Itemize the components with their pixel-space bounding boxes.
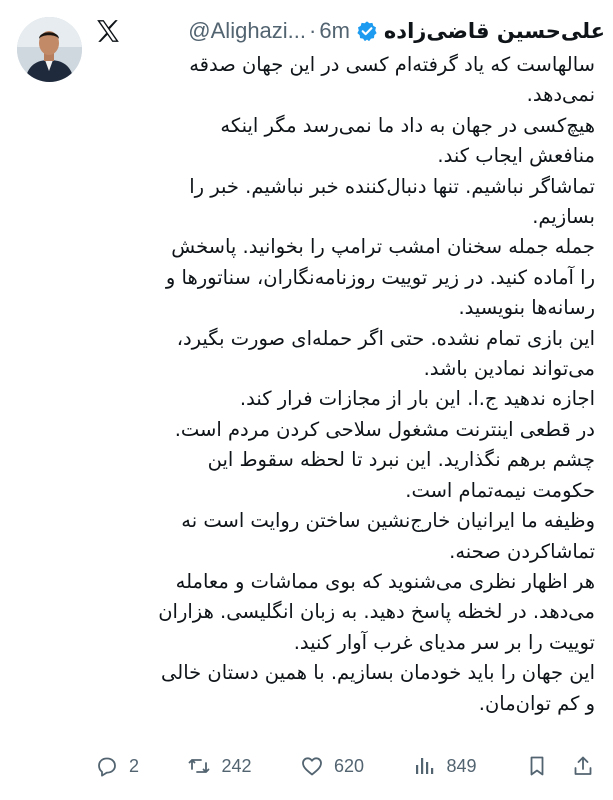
tweet-line: را آماده کنید. در زیر توییت روزنامه‌نگاران، سناتورها و: [165, 265, 595, 289]
tweet-line: جمله جمله سخنان امشب ترامپ را بخوانید. پاسخش: [171, 235, 595, 259]
tweet-line: این بازی تمام نشده. حتی اگر حمله‌ای صورت بگیرد،: [176, 326, 595, 350]
tweet-header: [95, 14, 605, 48]
tweet-line: حکومت نیمه‌تمام است.: [405, 478, 595, 502]
tweet-text: [95, 50, 595, 719]
tweet-line: می‌دهد. در لخظه پاسخ دهید. به زبان انگلیسی. هزاران: [158, 600, 595, 624]
like-button[interactable]: [300, 754, 364, 778]
x-logo-icon[interactable]: [95, 18, 121, 44]
tweet-line: چشم برهم نگذارید. این نبرد تا لحظه سقوط این: [207, 448, 595, 472]
tweet-line: در قطعی اینترنت مشغول سلاحی کردن مردم است.: [174, 417, 595, 441]
display-name[interactable]: علی‌حسین قاضی‌زاده: [383, 19, 605, 43]
like-count: 620: [333, 755, 365, 776]
reply-count: 2: [129, 755, 140, 776]
repost-button[interactable]: [187, 754, 251, 778]
views-icon: [412, 754, 436, 778]
tweet-line: وظیفه ما ایرانیان خارج‌نشین ساختن روایت است نه: [181, 509, 595, 533]
handle-time: [188, 18, 350, 44]
tweet-meta: [137, 18, 605, 44]
timestamp[interactable]: 6m: [319, 18, 350, 43]
tweet-line: تماشاکردن صحنه.: [449, 539, 595, 563]
tweet-line: این جهان را باید خودمان بسازیم. با همین دستان خالی: [161, 661, 595, 685]
repost-icon: [187, 754, 211, 778]
tweet-line: توییت را بر سر مدیای غرب آوار کنید.: [293, 630, 595, 654]
tweet-line: اجازه ندهید ج.ا. این بار از مجازات فرار کند.: [239, 387, 595, 411]
secondary-actions: [525, 754, 595, 778]
tweet-line: می‌تواند نمادین باشد.: [423, 357, 595, 381]
tweet-line: نمی‌دهد.: [526, 83, 595, 107]
tweet-line: هیچ‌کسی در جهان به داد ما نمی‌رسد مگر اینکه: [220, 113, 595, 137]
reply-button[interactable]: [95, 754, 139, 778]
tweet-line: و کم توان‌مان.: [478, 691, 595, 715]
tweet-line: منافعش ایجاب کند.: [437, 144, 595, 168]
action-bar: [95, 748, 595, 784]
avatar-image: [17, 17, 82, 82]
separator: ·: [309, 18, 317, 43]
share-icon[interactable]: [571, 754, 595, 778]
verified-badge-icon: [356, 20, 378, 42]
tweet-line: هر اظهار نظری می‌شنوید که بوی مماشات و معامله: [175, 569, 595, 593]
tweet-line: رسانه‌ها بنویسید.: [458, 296, 595, 320]
tweet-line: تماشاگر نباشیم. تنها دنبال‌کننده خبر نباشیم. خبر را: [189, 174, 595, 198]
reply-icon: [95, 754, 119, 778]
views-count: 849: [446, 755, 477, 776]
tweet-line: بسازیم.: [532, 205, 595, 229]
handle[interactable]: @Alighazi...: [188, 18, 307, 43]
like-icon: [300, 754, 324, 778]
bookmark-icon[interactable]: [525, 754, 549, 778]
views-button[interactable]: [412, 754, 476, 778]
tweet-line: سالهاست که یاد گرفته‌ام کسی در این جهان صدقه: [189, 53, 595, 76]
avatar[interactable]: [17, 17, 82, 82]
repost-count: 242: [221, 755, 252, 776]
